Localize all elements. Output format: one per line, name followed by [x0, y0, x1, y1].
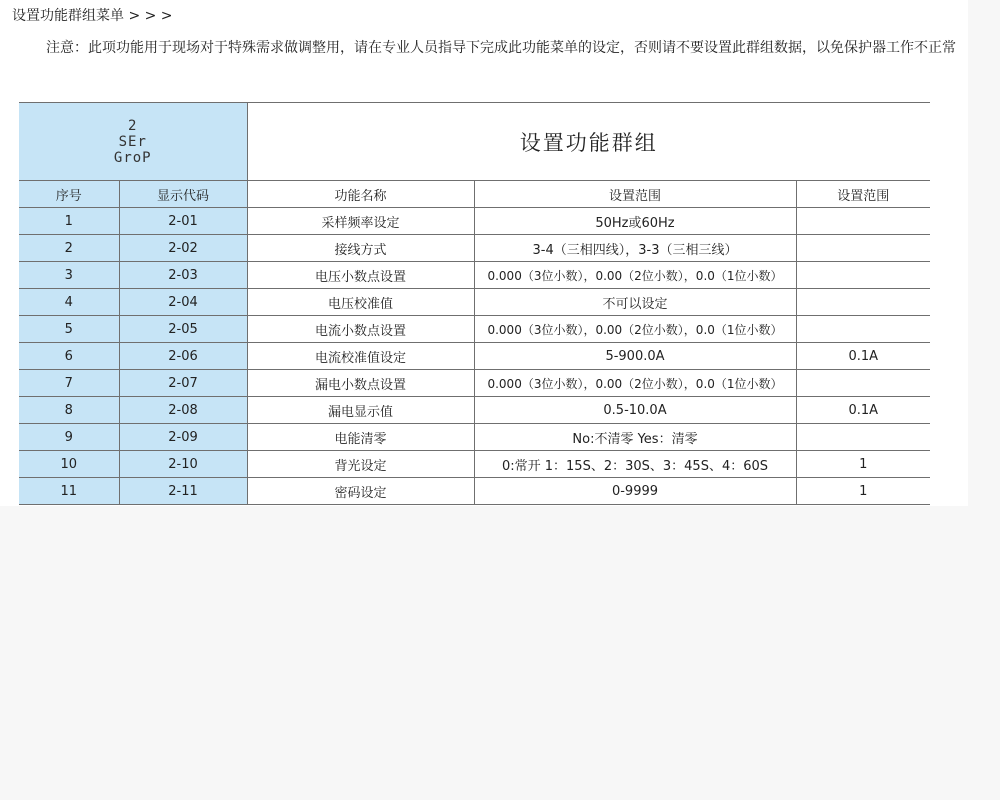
- table-row: [19, 478, 930, 505]
- row-function: 采样频率设定: [247, 208, 474, 235]
- table-row: [19, 370, 930, 397]
- row-index: 1: [19, 208, 119, 235]
- lcd-line-3: GroP: [113, 149, 152, 166]
- row-function: 电流小数点设置: [247, 316, 474, 343]
- menu-title: 设置功能群组菜单 > > >: [12, 8, 173, 24]
- table-row: [19, 235, 930, 262]
- row-index: 10: [19, 451, 119, 478]
- row-index: 11: [19, 478, 119, 505]
- row-index: 5: [19, 316, 119, 343]
- row-code: 2-11: [119, 478, 247, 505]
- row-range: 0.000（3位小数），0.00（2位小数），0.0（1位小数）: [474, 370, 796, 397]
- row-index: 8: [19, 397, 119, 424]
- row-code: 2-06: [119, 343, 247, 370]
- row-function: 电压校准值: [247, 289, 474, 316]
- row-range: No:不清零 Yes：清零: [474, 424, 796, 451]
- header-code: 显示代码: [119, 181, 247, 208]
- lcd-line-2: SEr: [118, 133, 147, 150]
- row-range: 不可以设定: [474, 289, 796, 316]
- row-range-2: 1: [796, 478, 930, 505]
- row-function: 电流校准值设定: [247, 343, 474, 370]
- row-function: 电能清零: [247, 424, 474, 451]
- row-range: 0.000（3位小数），0.00（2位小数），0.0（1位小数）: [474, 262, 796, 289]
- row-code: 2-01: [119, 208, 247, 235]
- row-index: 4: [19, 289, 119, 316]
- row-index: 2: [19, 235, 119, 262]
- table-row: [19, 289, 930, 316]
- row-range: 5-900.0A: [474, 343, 796, 370]
- row-range: 3-4（三相四线），3-3（三相三线）: [474, 235, 796, 262]
- row-range-2: 0.1A: [796, 397, 930, 424]
- row-code: 2-10: [119, 451, 247, 478]
- row-index: 6: [19, 343, 119, 370]
- row-index: 9: [19, 424, 119, 451]
- row-function: 背光设定: [247, 451, 474, 478]
- header-range-2: 设置范围: [796, 181, 930, 208]
- row-range-2: [796, 208, 930, 235]
- table-row: [19, 262, 930, 289]
- table-row: [19, 343, 930, 370]
- row-function: 漏电小数点设置: [247, 370, 474, 397]
- row-index: 3: [19, 262, 119, 289]
- row-range-2: [796, 262, 930, 289]
- row-function: 密码设定: [247, 478, 474, 505]
- table-row: [19, 424, 930, 451]
- row-range: 0.5-10.0A: [474, 397, 796, 424]
- row-function: 接线方式: [247, 235, 474, 262]
- settings-table: [19, 102, 930, 505]
- warning-note: 注意：此项功能用于现场对于特殊需求做调整用，请在专业人员指导下完成此功能菜单的设定，否则请不要设置此群组数据，以免保护器工作不正常: [46, 40, 956, 56]
- table-row: [19, 208, 930, 235]
- table-header-row: [19, 181, 930, 208]
- row-range-2: [796, 289, 930, 316]
- row-range: 0-9999: [474, 478, 796, 505]
- row-function: 电压小数点设置: [247, 262, 474, 289]
- row-range: 0:常开 1：15S、2：30S、3：45S、4：60S: [474, 451, 796, 478]
- header-index: 序号: [19, 181, 119, 208]
- row-code: 2-05: [119, 316, 247, 343]
- row-code: 2-03: [119, 262, 247, 289]
- lcd-line-1: 2: [128, 117, 138, 134]
- row-range-2: 0.1A: [796, 343, 930, 370]
- row-range-2: 1: [796, 451, 930, 478]
- table-row: [19, 397, 930, 424]
- row-code: 2-04: [119, 289, 247, 316]
- row-range-2: [796, 316, 930, 343]
- row-range: 50Hz或60Hz: [474, 208, 796, 235]
- row-range-2: [796, 235, 930, 262]
- row-range: 0.000（3位小数），0.00（2位小数），0.0（1位小数）: [474, 316, 796, 343]
- row-code: 2-09: [119, 424, 247, 451]
- row-index: 7: [19, 370, 119, 397]
- row-range-2: [796, 370, 930, 397]
- row-code: 2-08: [119, 397, 247, 424]
- row-function: 漏电显示值: [247, 397, 474, 424]
- row-range-2: [796, 424, 930, 451]
- row-code: 2-02: [119, 235, 247, 262]
- header-function: 功能名称: [247, 181, 474, 208]
- table-row: [19, 316, 930, 343]
- lcd-display-icon: [19, 103, 247, 181]
- row-code: 2-07: [119, 370, 247, 397]
- header-range: 设置范围: [474, 181, 796, 208]
- table-row: [19, 451, 930, 478]
- table-title: 设置功能群组: [247, 103, 930, 181]
